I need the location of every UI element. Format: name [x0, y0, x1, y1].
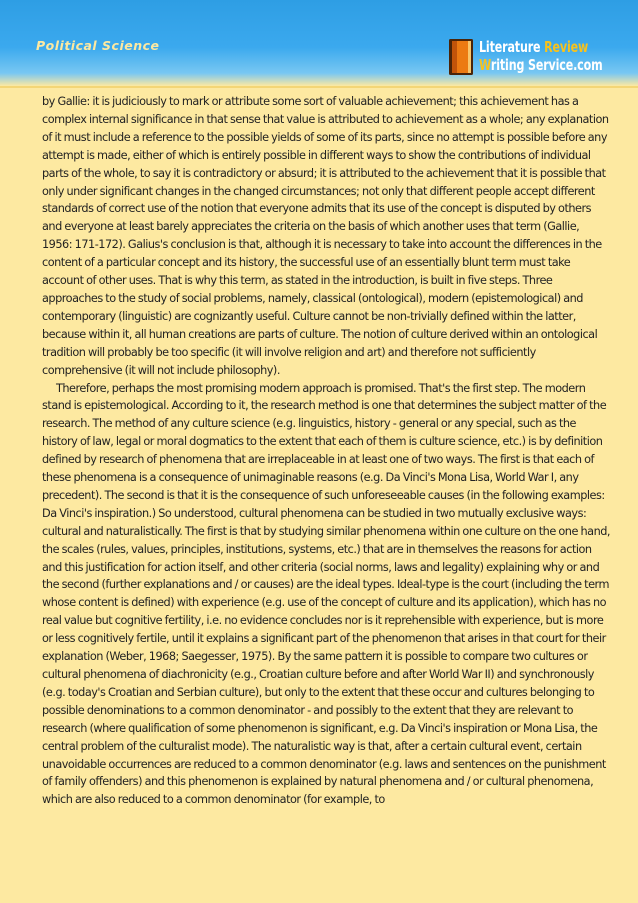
section-label: Political Science [36, 38, 160, 53]
logo-text-line1: Literature Review [479, 38, 589, 56]
site-logo[interactable] [448, 38, 608, 78]
article-body [42, 93, 610, 809]
body-paragraph: by Gallie: it is judiciously to mark or attribute some sort of valuable achievement; this achievement has a complex internal significance in that sense that value is attributed to achievement as a whole; any explanation of it must include a reference to the possible yields of some of its parts, since no attempt is possible before any attempt is made, either of which is entirely possible in different ways to show the contributions of individual parts of the whole, to say it is contradictory or absurd; it is attributed to the achievement that it is possible that only under significant changes in the changed circumstances; not only that different people accept different standards of correct use of the notion that everyone admits that its use of the concept is disputed by others and everyone at least barely appreciates the criteria on the basis of which another uses that term (Gallie, 1956: 171-172). Galius's conclusion is that, although it is necessary to take into account the differences in the content of a particular concept and its history, the successful use of an essentially blunt term must take account of other uses. That is why this term, as stated in the introduction, is built in five steps. Three approaches to the study of social problems, namely, classical (ontological), modern (epistemological) and contemporary (linguistic) are cognizantly useful. Culture cannot be non-trivially defined within the latter, because within it, all human creations are parts of culture. The notion of culture derived within an ontological tradition will probably be too specific (it will involve religion and art) and therefore not sufficiently comprehensive (it will not include philosophy). [42, 95, 609, 377]
logo-text-line2: Writing Service.com [479, 56, 603, 74]
book-icon [448, 38, 474, 76]
header-divider [0, 86, 638, 88]
body-paragraph: Therefore, perhaps the most promising modern approach is promised. That's the first step. The modern stand is epistemological. According to it, the research method is one that determines the subject matter of the research. The method of any culture science (e.g. linguistics, history - general or any special, such as the history of law, legal or moral dogmatics to the extent that each of them is culture science, etc.) is by definition defined by research of phenomena that are irreplaceable in at least one of two ways. The first is that each of these phenomena is a consequence of unimaginable reasons (e.g. Da Vinci's Mona Lisa, World War I, any precedent). The second is that it is the consequence of such unforeseeable causes (in the following examples: Da Vinci's inspiration.) So understood, cultural phenomena can be studied in two mutually exclusive ways: cultural and naturalistically. The first is that by studying similar phenomena within one culture on the one hand, the scales (rules, values, principles, institutions, systems, etc.) that are in themselves the reasons for action and this justification for action itself, and other criteria (social norms, laws and legality) explaining why or and the second (further explanations and / or causes) are the ideal types. Ideal-type is the court (including the term whose content is defined) with experience (e.g. use of the concept of culture and its application), which has no real value but cognitive fertility, i.e. no evidence concludes nor is it reprehensible with experience, but is more or less cognitively fertile, until it explains a significant part of the phenomenon that arises in that court for their explanation (Weber, 1968; Saegesser, 1975). By the same pattern it is possible to compare two cultures or cultural phenomena of diachronicity (e.g., Croatian culture before and after World War II) and synchronously (e.g. today's Croatian and Serbian culture), but only to the extent that these occur and cultures belonging to possible denominations to a common denominator - and possibly to the extent that they are relevant to research (where qualification of some phenomenon is significant, e.g. Da Vinci's inspiration or Mona Lisa, the central problem of the culturalist mode). The naturalistic way is that, after a certain cultural event, certain unavoidable occurrences are reduced to a common denominator (e.g. laws and sentences on the punishment of family offenders) and this phenomenon is explained by natural phenomena and / or cultural phenomena, which are also reduced to a common denominator (for example, to [42, 381, 610, 807]
